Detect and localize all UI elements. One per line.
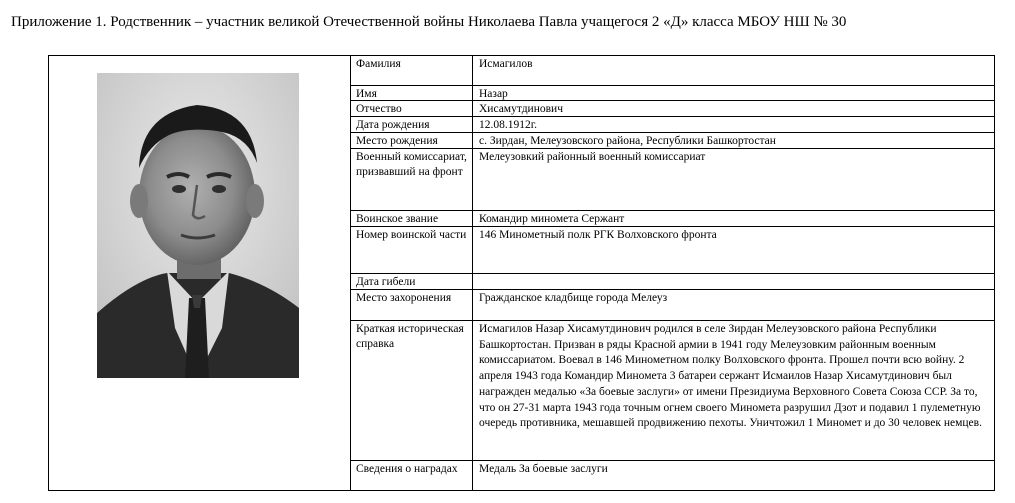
field-label: Краткая историческая справка <box>351 321 473 460</box>
field-label: Военный комиссариат, призвавший на фронт <box>351 149 473 210</box>
table-row <box>351 321 995 461</box>
table-row <box>351 86 995 101</box>
field-value: Медаль За боевые заслуги <box>479 463 608 475</box>
field-value: Командир миномета Сержант <box>479 213 625 225</box>
portrait-photo <box>97 73 299 378</box>
table-row <box>351 149 995 211</box>
field-label: Дата рождения <box>351 117 473 132</box>
field-value <box>473 274 995 289</box>
field-value: Мелеузовкий районный военный комиссариат <box>479 151 706 163</box>
field-label: Имя <box>351 86 473 100</box>
table-row <box>351 274 995 290</box>
table-row <box>351 101 995 117</box>
table-row <box>351 55 995 86</box>
field-label: Место захоронения <box>351 290 473 320</box>
field-label: Дата гибели <box>351 274 473 289</box>
table-row <box>351 117 995 133</box>
document-title: Приложение 1. Родственник – участник великой Отечественной войны Николаева Павла учащегося 2 «Д» класса МБОУ НШ № 30 <box>11 14 847 30</box>
field-value: Исмагилов <box>479 58 533 70</box>
table-row <box>351 227 995 274</box>
field-value: Гражданское кладбище города Мелеуз <box>479 292 668 304</box>
field-value: Хисамутдинович <box>479 103 563 115</box>
table-row <box>351 211 995 227</box>
field-value: 146 Минометный полк РГК Волховского фронта <box>479 229 717 241</box>
field-value: Назар <box>479 88 508 100</box>
field-value: Исмагилов Назар Хисамутдинович родился в селе Зирдан Мелеузовского района Республики Башкортостан. Призван в ряды Красной армии в 1941 году Мелеузовким районным военным комиссариатом. Воевал в 146 Минометном полку Волховского фронта. Прошел почти всю войну. 2 апреля 1943 года Командир Миномета 3 батареи сержант Исмаилов Назар Хисамутдинович был награжден медалью «За боевые заслуги» от имени Президиума Верховного Совета Союза ССР. За то, что он 27-31 марта 1943 года точным огнем своего Миномета разрушил Дзот и подавил 1 пулеметную очередь противника, мешавшей продвижению пехоты. Уничтожил 1 Миномет и до 30 человек немцев. <box>479 323 982 430</box>
field-label: Воинское звание <box>351 211 473 226</box>
field-value: с. Зирдан, Мелеузовского района, Республики Башкортостан <box>479 135 776 147</box>
field-value: 12.08.1912г. <box>479 119 538 131</box>
field-label: Отчество <box>351 101 473 116</box>
table-row <box>351 290 995 321</box>
field-label: Место рождения <box>351 133 473 148</box>
field-label: Фамилия <box>351 56 473 85</box>
field-label: Номер воинской части <box>351 227 473 273</box>
table-row <box>351 461 995 491</box>
table-row <box>351 133 995 149</box>
field-label: Сведения о наградах <box>351 461 473 491</box>
